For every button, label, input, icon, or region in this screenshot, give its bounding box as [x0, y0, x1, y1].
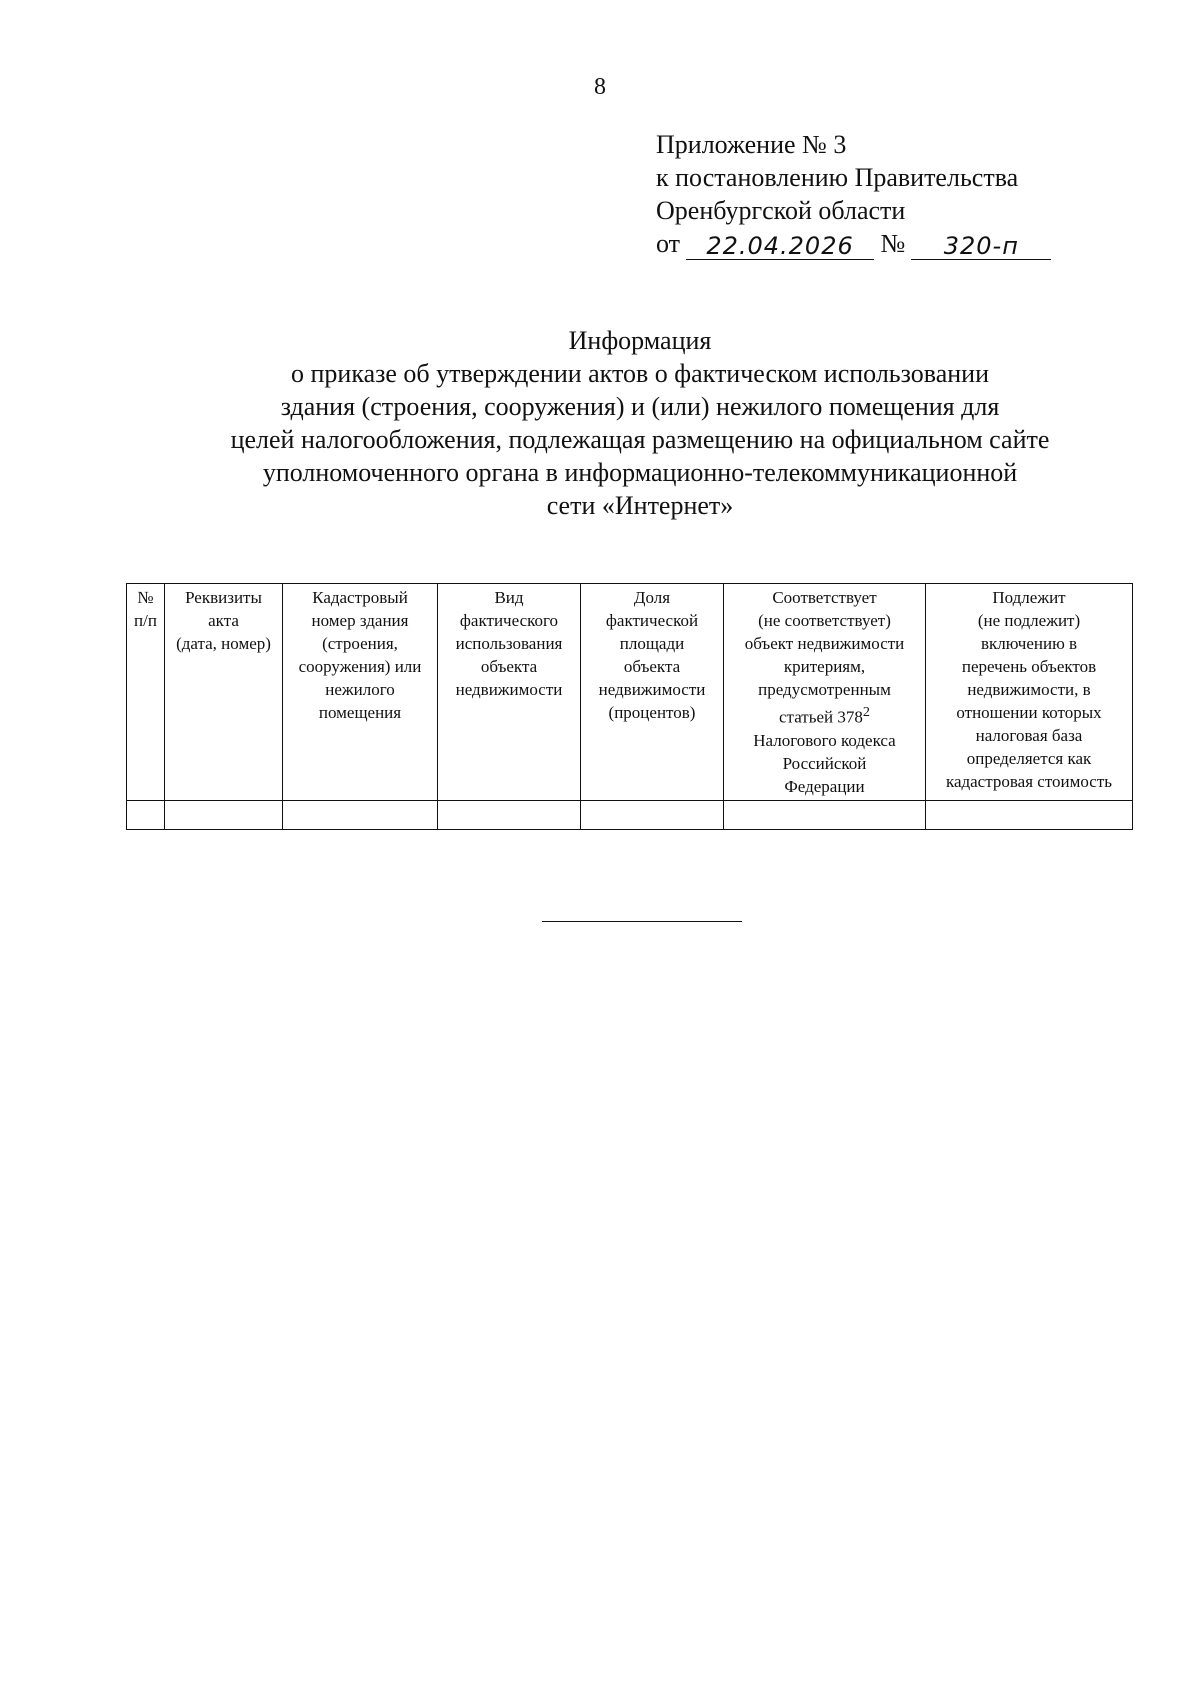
heading-line: целей налогообложения, подлежащая размещению на официальном сайте: [230, 425, 1050, 454]
column-header-text: Вид фактического использования объекта недвижимости: [455, 588, 563, 699]
column-header-number: [127, 584, 165, 801]
column-header-area-share: [581, 584, 724, 801]
table-cell: [283, 800, 438, 829]
column-header-cadastral-number: [283, 584, 438, 801]
date-prefix: от: [656, 229, 681, 258]
column-header-text: Соответствует (не соответствует) объект недвижимости критериям, предусмотренным: [744, 588, 905, 699]
handwritten-date-text: 22.04.2026: [706, 232, 854, 260]
page-number: 8: [594, 74, 606, 100]
heading-title: Информация: [568, 326, 712, 355]
table-cell: [127, 800, 165, 829]
column-header-text: Кадастровый номер здания (строения, сооружения) или нежилого помещения: [298, 588, 422, 722]
information-table: [126, 583, 1133, 830]
handwritten-date: [686, 229, 874, 260]
column-header-text: № п/п: [134, 588, 157, 630]
column-header-criteria-compliance: [724, 584, 926, 801]
table-cell: [724, 800, 926, 829]
handwritten-number: [911, 229, 1051, 260]
number-prefix: №: [880, 229, 906, 258]
column-header-text: Налогового кодекса Российской Федерации: [753, 730, 896, 796]
column-header-text: Подлежит (не подлежит) включению в перечень объектов недвижимости, в отношении которых налоговая база определяется как кадастровая стоимость: [945, 588, 1113, 791]
closing-divider: [542, 921, 742, 922]
appendix-date-number-line: [656, 227, 1116, 260]
heading-line: уполномоченного органа в информационно-телекоммуникационной: [262, 458, 1018, 487]
table-cell: [581, 800, 724, 829]
table-row: [127, 800, 1133, 829]
table-header-row: [127, 584, 1133, 801]
column-header-text: Реквизиты акта (дата, номер): [176, 588, 271, 653]
appendix-reference: к постановлению Правительства: [656, 163, 1019, 192]
column-header-inclusion: [926, 584, 1133, 801]
column-header-act-details: [165, 584, 283, 801]
appendix-title: Приложение № 3: [656, 130, 847, 159]
table-cell: [165, 800, 283, 829]
column-header-usage-type: [438, 584, 581, 801]
heading-line: сети «Интернет»: [546, 491, 734, 520]
appendix-block: [656, 128, 1116, 260]
document-heading: [170, 324, 1110, 522]
column-header-text: Доля фактической площади объекта недвижимости (процентов): [598, 588, 706, 722]
heading-line: о приказе об утверждении актов о фактическом использовании: [291, 359, 989, 388]
appendix-region: Оренбургской области: [656, 196, 906, 225]
article-reference: статьей 378: [779, 707, 863, 727]
heading-line: здания (строения, сооружения) и (или) нежилого помещения для: [280, 392, 1000, 421]
table-cell: [438, 800, 581, 829]
handwritten-number-text: 320-п: [943, 232, 1019, 260]
article-superscript: 2: [862, 704, 870, 720]
table-cell: [926, 800, 1133, 829]
